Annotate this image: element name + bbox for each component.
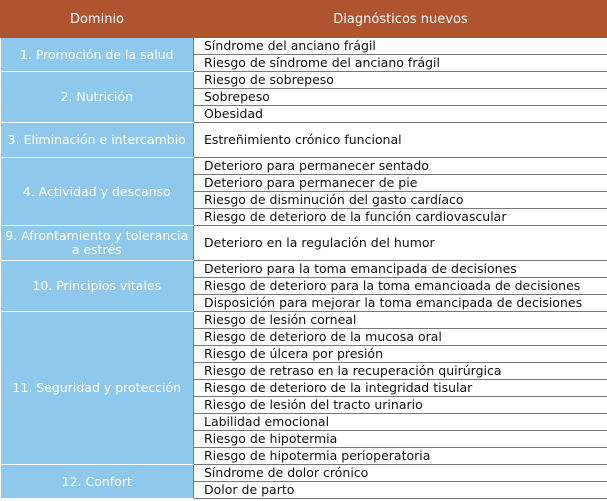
- diagnosis-cell: Disposición para mejorar la toma emancipada de decisiones: [194, 295, 607, 312]
- diagnosis-cell: Riesgo de deterioro para la toma emancioada de decisiones: [194, 278, 607, 295]
- diagnosis-cell: Riesgo de síndrome del anciano frágil: [194, 55, 607, 72]
- diagnosis-cell: Deterioro en la regulación del humor: [194, 226, 607, 261]
- table-row: [1, 261, 607, 278]
- diagnosis-cell: Riesgo de lesión del tracto urinario: [194, 397, 607, 414]
- table-body: [1, 38, 607, 499]
- domain-cell: 2. Nutrición: [1, 72, 194, 123]
- diagnosis-cell: Riesgo de deterioro de la integridad tisular: [194, 380, 607, 397]
- diagnosis-cell: Sobrepeso: [194, 89, 607, 106]
- header-diagnoses: Diagnósticos nuevos: [194, 1, 607, 38]
- table-row: [1, 72, 607, 89]
- diagnosis-cell: Riesgo de hipotermia perioperatoria: [194, 448, 607, 465]
- table-row: [1, 158, 607, 175]
- domain-cell: 1. Promoción de la salud: [1, 38, 194, 72]
- domain-cell: 4. Actividad y descanso: [1, 158, 194, 226]
- table-row: [1, 123, 607, 158]
- header-domain: Dominio: [1, 1, 194, 38]
- domain-cell: 12. Confort: [1, 465, 194, 499]
- diagnosis-cell: Riesgo de lesión corneal: [194, 312, 607, 329]
- diagnosis-cell: Síndrome de dolor crónico: [194, 465, 607, 482]
- diagnosis-cell: Obesidad: [194, 106, 607, 123]
- table-row: [1, 226, 607, 261]
- header-row: [1, 1, 607, 38]
- table-row: [1, 465, 607, 482]
- diagnosis-cell: Estreñimiento crónico funcional: [194, 123, 607, 158]
- domain-cell: 10. Principios vitales: [1, 261, 194, 312]
- diagnosis-cell: Deterioro para permanecer sentado: [194, 158, 607, 175]
- diagnosis-cell: Riesgo de disminución del gasto cardíaco: [194, 192, 607, 209]
- diagnosis-cell: Deterioro para la toma emancipada de decisiones: [194, 261, 607, 278]
- diagnosis-cell: Riesgo de úlcera por presión: [194, 346, 607, 363]
- domain-cell: 11. Seguridad y protección: [1, 312, 194, 465]
- diagnosis-cell: Riesgo de deterioro de la función cardiovascular: [194, 209, 607, 226]
- diagnosis-cell: Síndrome del anciano frágil: [194, 38, 607, 55]
- diagnosis-cell: Riesgo de deterioro de la mucosa oral: [194, 329, 607, 346]
- diagnosis-cell: Deterioro para permanecer de pie: [194, 175, 607, 192]
- diagnosis-cell: Riesgo de hipotermia: [194, 431, 607, 448]
- table-row: [1, 38, 607, 55]
- diagnosis-cell: Riesgo de sobrepeso: [194, 72, 607, 89]
- table-row: [1, 312, 607, 329]
- domain-cell: 9. Afrontamiento y tolerancia a estrés: [1, 226, 194, 261]
- diagnosis-cell: Riesgo de retraso en la recuperación quirúrgica: [194, 363, 607, 380]
- diagnosis-cell: Labilidad emocional: [194, 414, 607, 431]
- domain-cell: 3. Eliminación e intercambio: [1, 123, 194, 158]
- diagnosis-cell: Dolor de parto: [194, 482, 607, 499]
